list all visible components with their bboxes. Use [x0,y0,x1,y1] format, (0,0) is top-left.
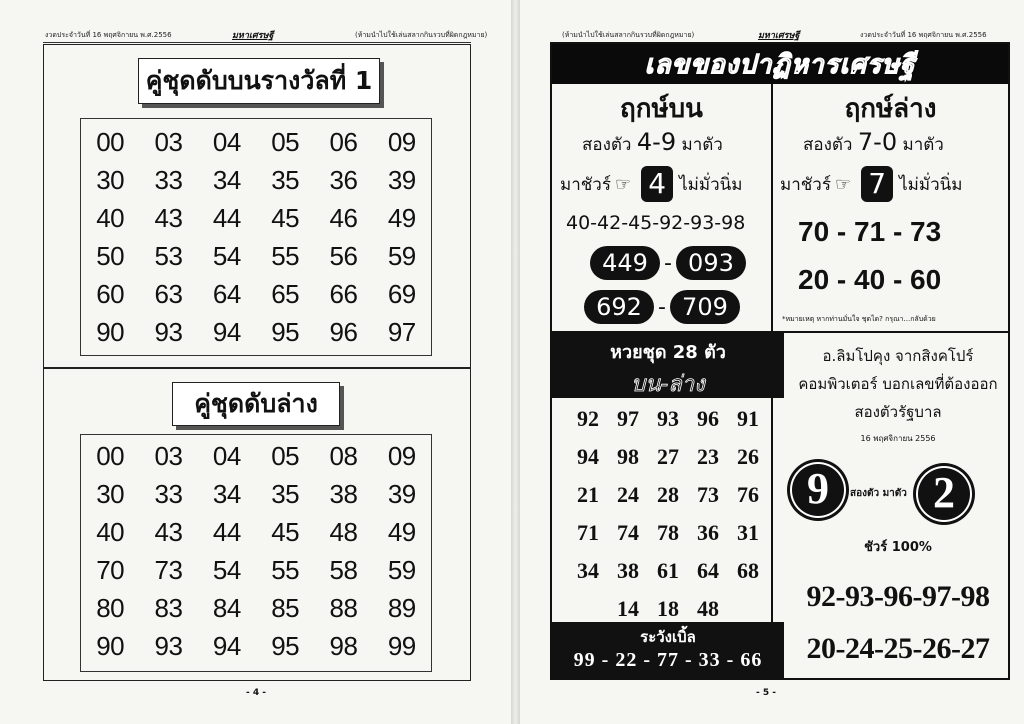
set28-number: 78 [657,520,679,545]
set28-row [552,476,784,514]
set28-row [552,552,784,590]
set28-number: 97 [617,406,639,431]
set28-number: 27 [657,444,679,469]
number-cell: 00 [96,126,125,157]
number-cell: 88 [329,592,358,623]
number-cell: 33 [154,478,183,509]
number-cell: 34 [212,164,241,195]
number-cell: 95 [271,316,300,347]
number-cell: 39 [387,478,416,509]
set28-row [552,438,784,476]
number-cell: 00 [96,440,125,471]
number-cell: 89 [387,592,416,623]
set28-number: 64 [697,558,719,583]
number-cell: 95 [271,630,300,661]
main-title: เลขของปาฏิหารเศรษฐี [644,49,916,80]
set28-number: 74 [617,520,639,545]
number-cell: 45 [271,202,300,233]
singapore-mid-label: สองตัว มาตัว [850,488,907,499]
number-cell: 53 [154,240,183,271]
upper-sure-prefix: มาชัวร์ [560,174,611,195]
number-cell: 48 [329,516,358,547]
lower-sure-digit: 7 [861,166,893,202]
number-cell: 90 [96,630,125,661]
set28-number: 23 [697,444,719,469]
set28-number: 91 [737,406,759,431]
set28-row [552,514,784,552]
set28-grid [552,400,784,628]
right-header-warning: (ห้ามนำไปใช้เล่นสลากกินรวบที่ผิดกฎหมาย) [562,31,695,39]
number-cell: 73 [154,554,183,585]
number-cell: 06 [329,126,358,157]
upper-pill-row-2 [584,290,740,324]
singapore-line-3: สองตัวรัฐบาล [854,403,942,421]
singapore-digit-left: 9 [790,462,846,518]
set28-number: 24 [617,482,639,507]
set28-number: 36 [697,520,719,545]
number-cell: 44 [212,202,241,233]
pill-dash: - [658,294,666,320]
number-cell: 03 [154,440,183,471]
lower-two-digit-value: 7-0 [857,128,898,156]
number-cell: 99 [387,630,416,661]
upper-number-list: 40-42-45-92-93-98 [566,212,746,234]
set28-number: 71 [577,520,599,545]
set28-row [552,400,784,438]
left-header-warning: (ห้ามนำไปใช้เล่นสลากกินรวบที่ผิดกฎหมาย) [355,31,488,39]
upper-two-digit-suffix: มาตัว [681,135,723,155]
number-cell: 44 [212,516,241,547]
pointing-hand-icon: ☞ [614,173,632,195]
number-cell: 43 [154,516,183,547]
singapore-line-1: อ.ลิมโปคุง จากสิงคโปร์ [822,347,974,365]
number-cell: 65 [271,278,300,309]
lower-two-digit-suffix: มาตัว [902,135,944,155]
upper-two-digit-prefix: สองตัว [582,135,632,155]
number-cell: 94 [212,316,241,347]
set28-number: 92 [577,406,599,431]
number-cell: 94 [212,630,241,661]
number-cell: 70 [96,554,125,585]
set28-number: 31 [737,520,759,545]
number-cell: 93 [154,316,183,347]
number-cell: 80 [96,592,125,623]
number-cell: 85 [271,592,300,623]
set28-number: 96 [697,406,719,431]
number-cell: 90 [96,316,125,347]
left-header-magazine: มหาเศรษฐี [232,31,274,41]
set28-number: 76 [737,482,759,507]
pill-number: 709 [670,290,740,324]
upper-title: ฤกษ์บน [620,94,703,124]
number-cell: 40 [96,516,125,547]
number-cell: 84 [212,592,241,623]
singapore-line-2: คอมพิวเตอร์ บอกเลขที่ต้องออก [798,375,998,393]
number-cell: 36 [329,164,358,195]
number-cell: 93 [154,630,183,661]
number-cell: 55 [271,554,300,585]
number-cell: 30 [96,478,125,509]
pointing-hand-icon: ☞ [834,173,852,195]
number-cell: 97 [387,316,416,347]
number-cell: 43 [154,202,183,233]
number-cell: 39 [387,164,416,195]
top-banner: คู่ชุดดับบนรางวัลที่ 1 [138,58,380,104]
number-cell: 35 [271,164,300,195]
lower-sure [780,166,962,202]
singapore-sure: ชัวร์ 100% [864,540,932,555]
number-cell: 09 [387,126,416,157]
set28-subtitle: บน-ล่าง [631,372,705,397]
pill-number: 692 [584,290,654,324]
page-number-left: - 4 - [246,688,266,698]
number-cell: 98 [329,630,358,661]
set28-number: 48 [697,596,719,621]
number-cell: 30 [96,164,125,195]
lower-sure-suffix: ไม่มั่วนิ่ม [899,174,963,195]
caution-numbers: 99 - 22 - 77 - 33 - 66 [573,649,763,671]
number-cell: 83 [154,592,183,623]
set28-number: 94 [577,444,599,469]
left-header-date: งวดประจำวันที่ 16 พฤศจิกายน พ.ศ.2556 [45,31,172,39]
main-title-bar [552,44,1008,84]
set28-number: 93 [657,406,679,431]
pill-number: 093 [676,246,746,280]
upper-two-digit-value: 4-9 [636,128,677,156]
lower-row-2: 20 - 40 - 60 [798,264,942,295]
set28-number: 38 [617,558,639,583]
set28-number: 73 [697,482,719,507]
singapore-row-1: 92-93-96-97-98 [806,580,990,613]
number-cell: 49 [387,202,416,233]
number-cell: 50 [96,240,125,271]
bottom-banner: คู่ชุดดับล่าง [172,382,340,426]
singapore-digit-right: 2 [916,466,972,522]
number-cell: 38 [329,478,358,509]
upper-sure-digit: 4 [641,166,673,202]
number-cell: 56 [329,240,358,271]
right-header-magazine: มหาเศรษฐี [758,31,800,41]
set28-number: 34 [577,558,599,583]
right-header-date: งวดประจำวันที่ 16 พฤศจิกายน พ.ศ.2556 [860,31,987,39]
number-cell: 58 [329,554,358,585]
pill-dash: - [664,250,672,276]
set28-number: 18 [657,596,679,621]
set28-header [552,333,784,398]
number-cell: 33 [154,164,183,195]
number-cell: 59 [387,240,416,271]
lower-sure-prefix: มาชัวร์ [780,174,831,195]
number-cell: 63 [154,278,183,309]
number-cell: 64 [212,278,241,309]
caution-box [552,622,784,678]
number-cell: 66 [329,278,358,309]
number-cell: 04 [212,440,241,471]
number-cell: 55 [271,240,300,271]
set28-number: 68 [737,558,759,583]
right-content [520,0,1024,724]
number-cell: 60 [96,278,125,309]
number-cell: 54 [212,554,241,585]
lower-two-digit-prefix: สองตัว [803,135,853,155]
number-cell: 40 [96,202,125,233]
upper-two-digit [582,128,723,158]
upper-sure [560,166,742,202]
number-cell: 05 [271,126,300,157]
number-cell: 54 [212,240,241,271]
number-cell: 49 [387,516,416,547]
pill-number: 449 [590,246,660,280]
upper-pill-row-1 [590,246,746,280]
caution-title: ระวังเบิ้ล [640,628,696,646]
set28-number: 14 [617,596,639,621]
number-cell: 46 [329,202,358,233]
set28-title: หวยชุด 28 ตัว [610,342,726,363]
lower-row-1: 70 - 71 - 73 [798,216,942,247]
lower-two-digit [803,128,944,158]
set28-number: 61 [657,558,679,583]
set28-number: 21 [577,482,599,507]
number-cell: 03 [154,126,183,157]
number-cell: 04 [212,126,241,157]
page-number-right: - 5 - [756,688,776,698]
singapore-row-2: 20-24-25-26-27 [806,632,990,665]
set28-number: 98 [617,444,639,469]
number-cell: 05 [271,440,300,471]
number-cell: 96 [329,316,358,347]
set28-number: 26 [737,444,759,469]
lower-note: *หมายเหตุ หากท่านมั่นใจ ชุดได? กรุณา...กลับด้วย [782,315,936,323]
number-cell: 09 [387,440,416,471]
number-cell: 59 [387,554,416,585]
number-cell: 45 [271,516,300,547]
set28-number: 28 [657,482,679,507]
number-cell: 08 [329,440,358,471]
lower-title: ฤกษ์ล่าง [844,94,937,124]
singapore-date: 16 พฤศจิกายน 2556 [860,434,936,443]
number-cell: 34 [212,478,241,509]
number-cell: 69 [387,278,416,309]
number-cell: 35 [271,478,300,509]
upper-sure-suffix: ไม่มั่วนิ่ม [679,174,743,195]
